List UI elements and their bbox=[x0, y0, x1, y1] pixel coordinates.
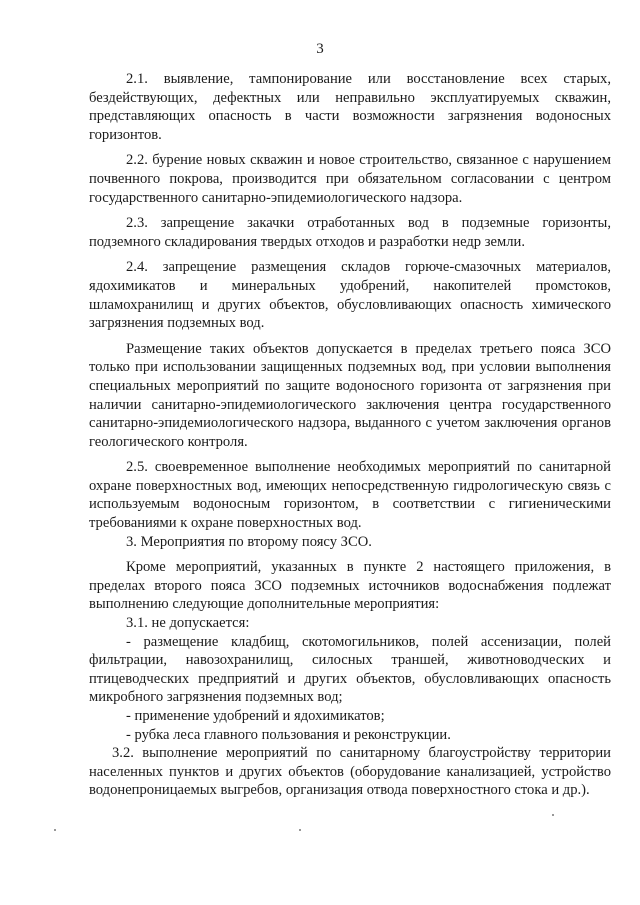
paragraph-2-4: 2.4. запрещение размещения складов горюче-смазочных материалов, ядохимикатов и минеральных удобрений, накопителей промстоков, шламохранилищ и других объектов, обусловливающих опасность химического загрязнения подземных вод. bbox=[89, 259, 611, 332]
paragraph-2-5: 2.5. своевременное выполнение необходимых мероприятий по санитарной охране поверхностных вод, имеющих непосредственную гидрологическую связь с используемым водоносным горизонтом, в соответствии с гигиеническими требованиями к охране поверхностных вод. bbox=[89, 459, 611, 532]
list-item-logging: - рубка леса главного пользования и реконструкции. bbox=[126, 726, 451, 743]
paragraph-2-2: 2.2. бурение новых скважин и новое строительство, связанное с нарушением почвенного покрова, производится при обязательном согласовании с центром государственного санитарно-эпидемиологического надзора. bbox=[89, 152, 611, 206]
list-item-fertilizers: - применение удобрений и ядохимикатов; bbox=[126, 708, 385, 724]
page-number: 3 bbox=[316, 41, 324, 57]
document-body bbox=[89, 70, 611, 800]
paragraph-2-1: 2.1. выявление, тампонирование или восстановление всех старых, бездействующих, дефектных или неправильно эксплуатируемых скважин, представляющих опасность в части возможности загрязнения водоносных горизонтов. bbox=[89, 71, 611, 143]
paragraph-placement: Размещение таких объектов допускается в пределах третьего пояса ЗСО только при использовании защищенных подземных вод, при условии выполнения специальных мероприятий по защите водоносного горизонта от загрязнения при наличии санитарно-эпидемиологического заключения центра государственного санитарно-эпидемиологического надзора, выданного с учетом заключения органов геологического контроля. bbox=[89, 340, 611, 450]
section-3-heading: 3. Мероприятия по второму поясу ЗСО. bbox=[126, 533, 372, 550]
paragraph-additional-measures: Кроме мероприятий, указанных в пункте 2 настоящего приложения, в пределах второго пояса ЗСО подземных источников водоснабжения подлежат выполнению следующие дополнительные мероприятия: bbox=[89, 559, 611, 613]
scan-speck-mark bbox=[54, 829, 56, 831]
paragraph-3-2: 3.2. выполнение мероприятий по санитарному благоустройству территории населенных пунктов и других объектов (оборудование канализацией, устройство водонепроницаемых выгребов, организация отвода поверхностного стока и др.). bbox=[89, 745, 611, 799]
paragraph-3-1: 3.1. не допускается: bbox=[126, 615, 250, 632]
paragraph-2-3: 2.3. запрещение закачки отработанных вод в подземные горизонты, подземного складирования твердых отходов и разработки недр земли. bbox=[89, 215, 611, 250]
list-item-placement: - размещение кладбищ, скотомогильников, полей ассенизации, полей фильтрации, навозохранилищ, силосных траншей, животноводческих и птицеводческих предприятий и других объектов, обусловливающих опасность микробного загрязнения подземных вод; bbox=[89, 633, 611, 706]
scan-speck-mark bbox=[299, 829, 301, 831]
scan-speck-mark bbox=[552, 814, 554, 816]
